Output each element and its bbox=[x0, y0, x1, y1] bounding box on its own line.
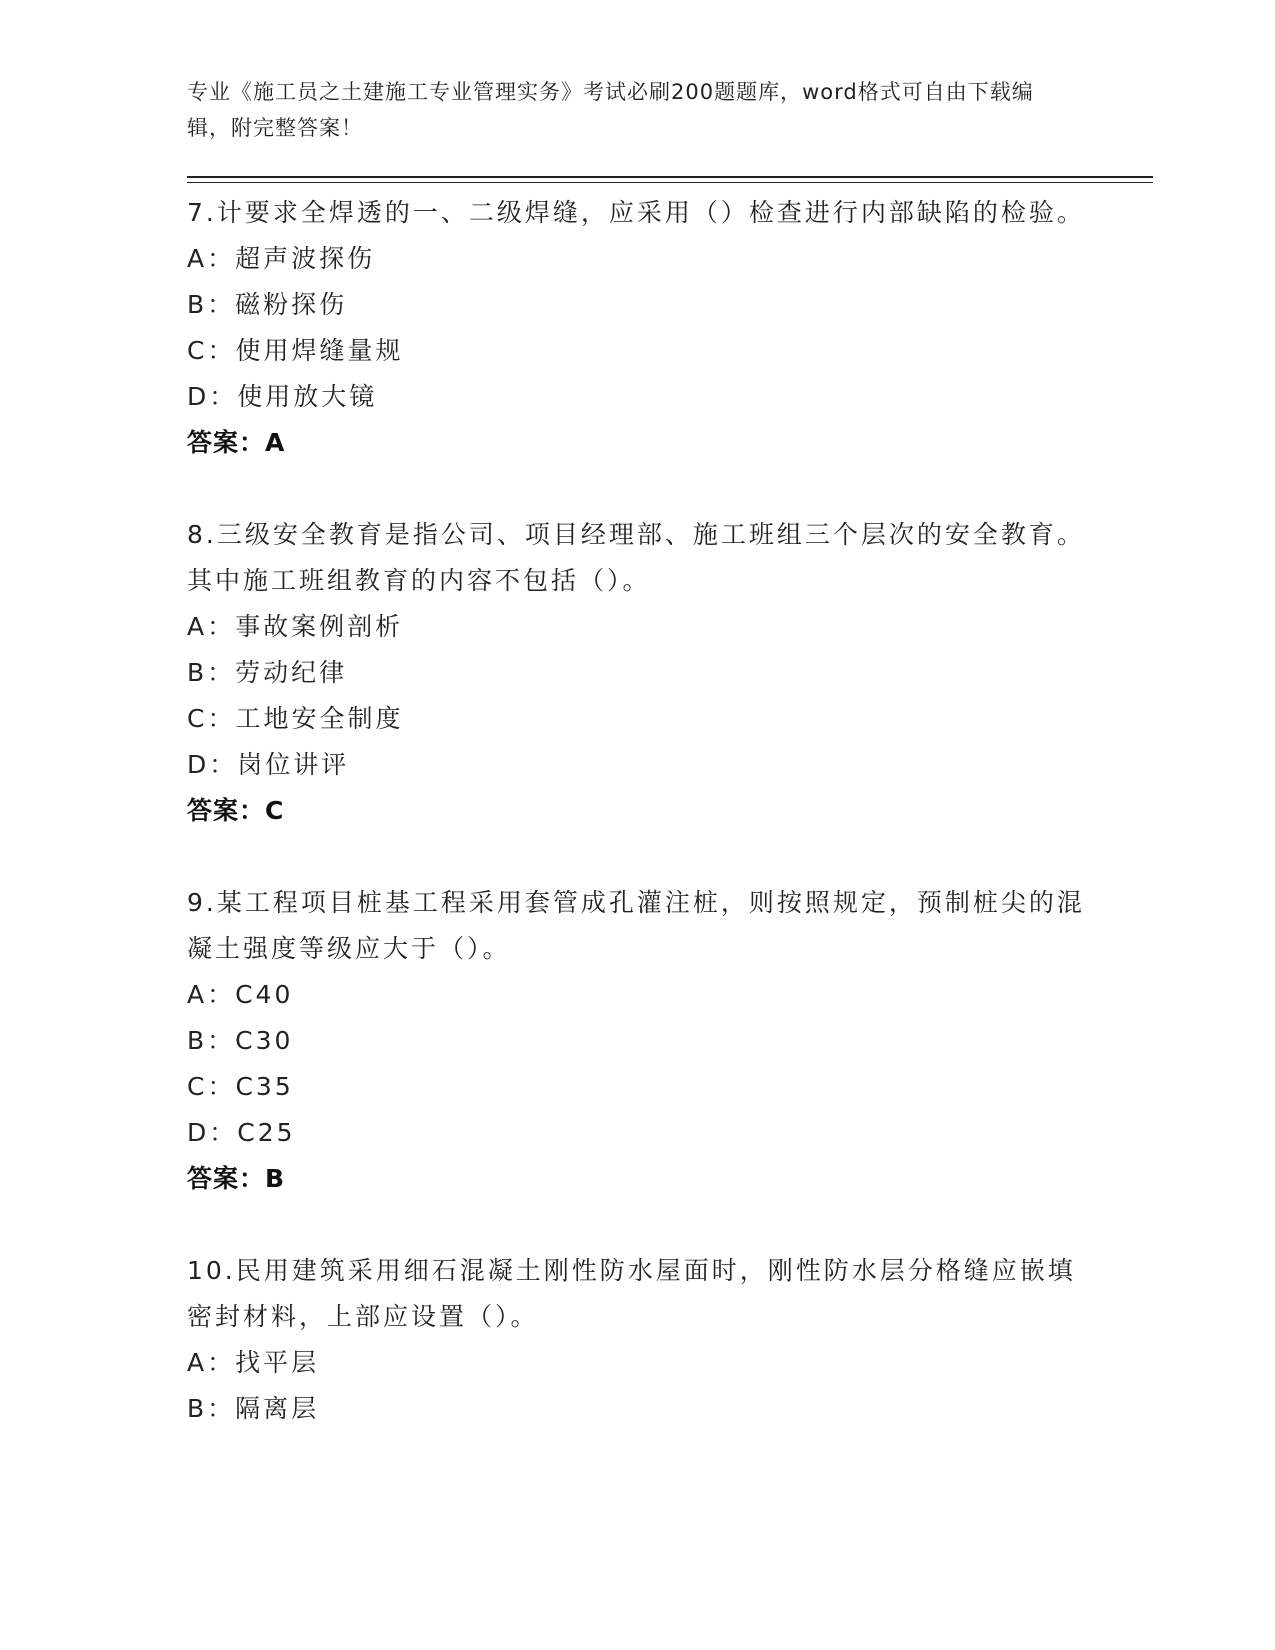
question-stem: 7.计要求全焊透的一、二级焊缝，应采用（）检查进行内部缺陷的检验。 bbox=[187, 198, 1085, 227]
option-c: C：使用焊缝量规 bbox=[187, 336, 404, 365]
question-gap bbox=[187, 834, 1087, 880]
option-b: B：磁粉探伤 bbox=[187, 290, 348, 319]
option-a: A：找平层 bbox=[187, 1348, 320, 1377]
option-b: B：劳动纪律 bbox=[187, 658, 348, 687]
option-b: B：隔离层 bbox=[187, 1394, 320, 1423]
option-d: D：使用放大镜 bbox=[187, 382, 378, 411]
question-gap bbox=[187, 466, 1087, 512]
answer: 答案：A bbox=[187, 428, 286, 457]
option-a: A：超声波探伤 bbox=[187, 244, 376, 273]
option-c: C：C35 bbox=[187, 1072, 294, 1101]
question-8 bbox=[187, 512, 1087, 834]
question-gap bbox=[187, 1202, 1087, 1248]
header-divider-thick bbox=[187, 176, 1153, 178]
header-divider-thin bbox=[187, 182, 1153, 183]
option-c: C：工地安全制度 bbox=[187, 704, 404, 733]
question-stem: 8.三级安全教育是指公司、项目经理部、施工班组三个层次的安全教育。其中施工班组教育的内容不包括（）。 bbox=[187, 520, 1085, 595]
option-a: A：C40 bbox=[187, 980, 294, 1009]
option-b: B：C30 bbox=[187, 1026, 294, 1055]
question-10 bbox=[187, 1248, 1087, 1432]
answer: 答案：B bbox=[187, 1164, 286, 1193]
question-stem: 9.某工程项目桩基工程采用套管成孔灌注桩，则按照规定，预制桩尖的混凝土强度等级应大于（）。 bbox=[187, 888, 1085, 963]
option-a: A：事故案例剖析 bbox=[187, 612, 404, 641]
option-d: D：C25 bbox=[187, 1118, 296, 1147]
question-7 bbox=[187, 190, 1087, 466]
question-9 bbox=[187, 880, 1087, 1202]
answer: 答案：C bbox=[187, 796, 285, 825]
question-list bbox=[187, 190, 1087, 1432]
document-header: 专业《施工员之土建施工专业管理实务》考试必刷200题题库，word格式可自由下载编辑，附完整答案！ bbox=[187, 80, 1034, 140]
option-d: D：岗位讲评 bbox=[187, 750, 350, 779]
question-stem: 10.民用建筑采用细石混凝土刚性防水屋面时，刚性防水层分格缝应嵌填密封材料，上部应设置（）。 bbox=[187, 1256, 1076, 1331]
